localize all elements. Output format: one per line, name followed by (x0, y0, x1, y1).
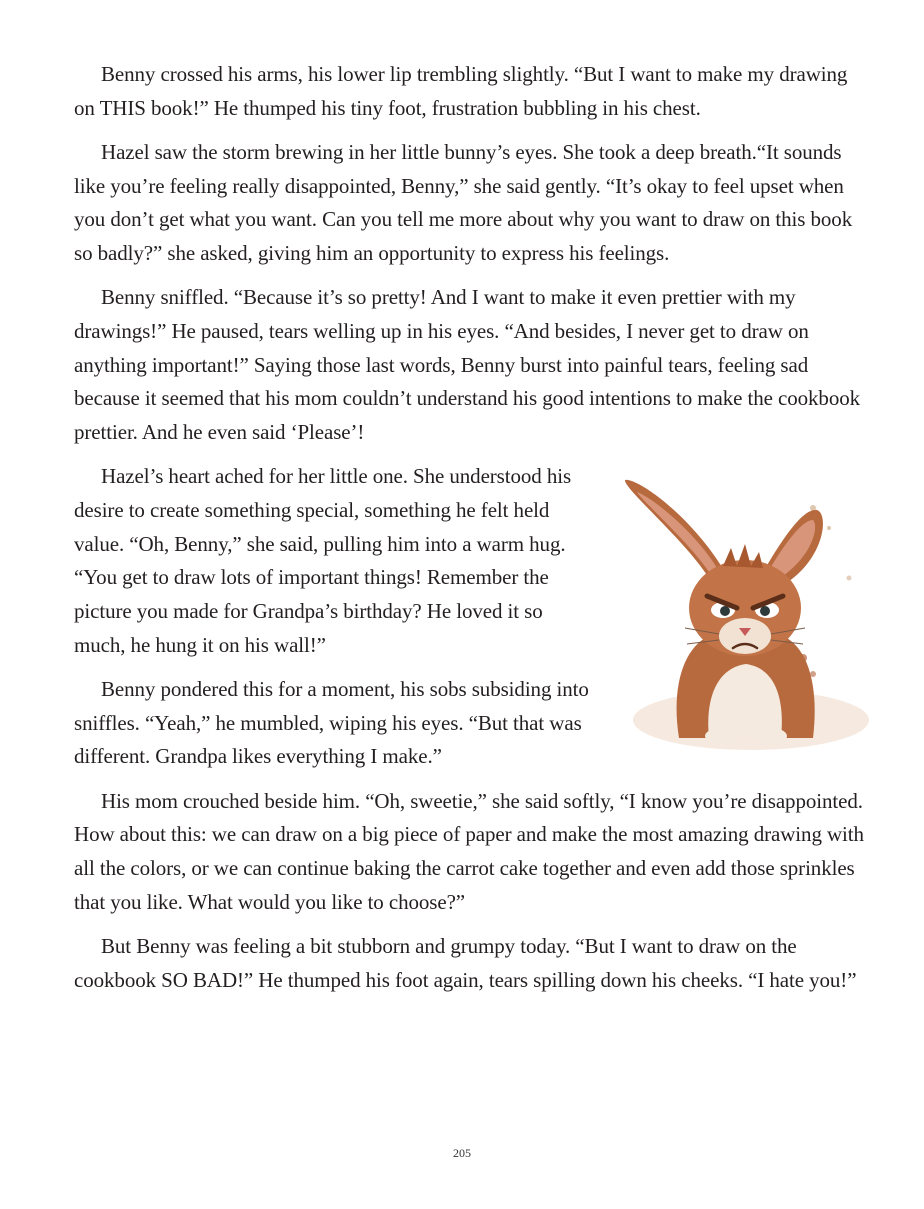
paragraph-1: Benny crossed his arms, his lower lip trembling slightly. “But I want to make my drawing on THIS book!” He thumped his tiny foot, frustration bubbling in his chest. (74, 62, 848, 120)
paragraph-4: Hazel’s heart ached for her little one. She understood his desire to create something special, something he felt held value. “Oh, Benny,” she said, pulling him into a warm hug. “You get to draw lots of important things! Remember the picture you made for Grandpa’s birthday? He loved it so much, he hung it on his wall!” (74, 464, 572, 657)
paragraph-3: Benny sniffled. “Because it’s so pretty! And I want to make it even prettier with my drawings!” He paused, tears welling up in his eyes. “And besides, I never get to draw on anything important!” Saying those last words, Benny burst into painful tears, feeling sad because it seemed that his mom couldn’t understand his good intentions to make the cookbook prettier. And he even said ‘Please’! (74, 285, 861, 445)
paragraph-2: Hazel saw the storm brewing in her little bunny’s eyes. She took a deep breath.“It sounds like you’re feeling really disappointed, Benny,” she said gently. “It’s okay to feel upset when you don’t get what you want. Can you tell me more about why you want to draw on this book so badly?” she asked, giving him an opportunity to express his feelings. (74, 139, 853, 266)
grumpy-bunny-illustration (613, 468, 875, 756)
paragraph-7: But Benny was feeling a bit stubborn and grumpy today. “But I want to draw on the cookbook SO BAD!” He thumped his foot again, tears spilling down his cheeks. “I hate you!” (74, 933, 857, 992)
page-number: 205 (453, 1146, 471, 1160)
story-text (74, 58, 869, 1008)
paragraph-6: His mom crouched beside him. “Oh, sweetie,” she said softly, “I know you’re disappointed. How about this: we can draw on a big piece of paper and make the most amazing drawing with all the colors, or we can continue baking the carrot cake together and even add those sprinkles that you like. What would you like to choose?” (74, 788, 864, 914)
paragraph-5: Benny pondered this for a moment, his sobs subsiding into sniffles. “Yeah,” he mumbled, wiping his eyes. “But that was different. Grandpa likes everything I make.” (74, 676, 589, 769)
